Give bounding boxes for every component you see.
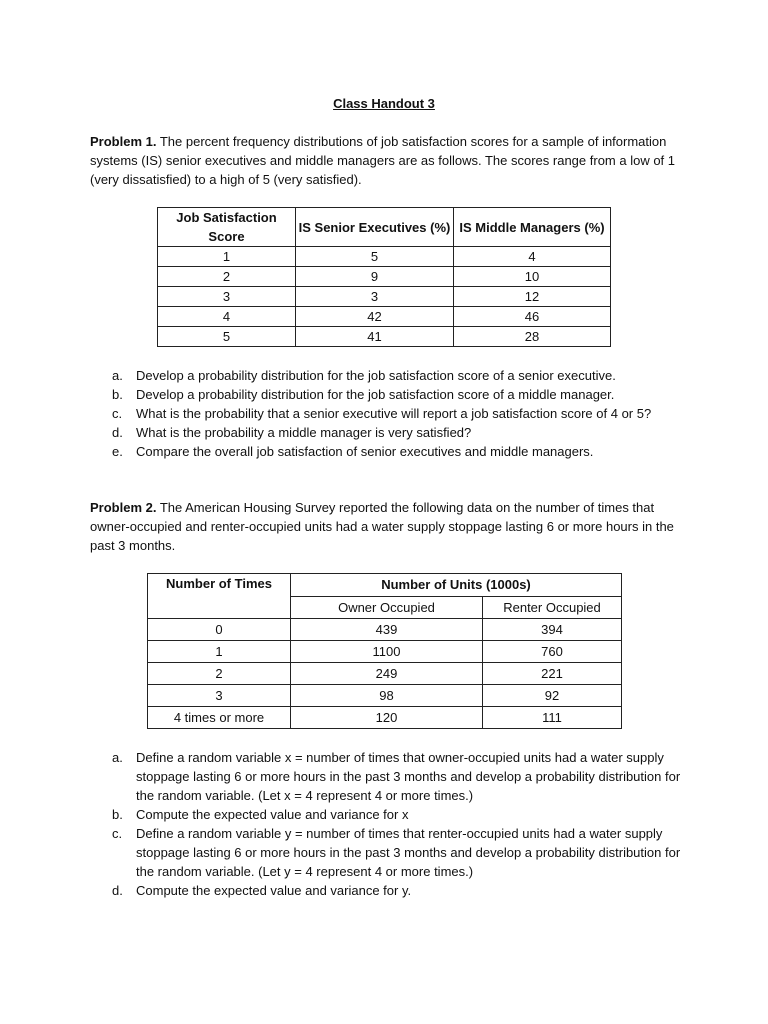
table-row [158,267,611,287]
table-row [148,685,622,707]
table-cell: 4 times or more [148,707,291,729]
question-text: Define a random variable x = number of times that owner-occupied units had a water supply stoppage lasting 6 or more hours in the past 3 months and develop a probability distribution for the random variable. (Let x = 4 represent 4 or more times.) [136,750,681,803]
table-cell: 5 [296,247,454,267]
table-cell: 46 [454,307,611,327]
table-row [158,327,611,347]
table-cell: 3 [148,685,291,707]
problem-1-text: The percent frequency distributions of job satisfaction scores for a sample of information systems (IS) senior executives and middle managers are as follows. The scores range from a low of 1 (very dissatisfied) to a high of 5 (very satisfied). [90,134,676,187]
list-item [112,404,682,423]
table-cell: 221 [483,663,622,685]
subheader-renter-occupied: Renter Occupied [483,597,622,619]
list-item [112,423,682,442]
list-marker: e. [112,444,123,459]
table-cell: 394 [483,619,622,641]
table-row [158,247,611,267]
table-row [148,663,622,685]
table-cell: 98 [291,685,483,707]
table-header-row [148,574,622,597]
page-title: Class Handout 3 [333,96,435,111]
question-text: Develop a probability distribution for the job satisfaction score of a senior executive. [136,368,616,383]
header-middle-managers: IS Middle Managers (%) [454,208,611,247]
table-cell: 9 [296,267,454,287]
table-cell: 4 [454,247,611,267]
table-cell: 2 [158,267,296,287]
table-cell: 439 [291,619,483,641]
job-satisfaction-table [157,207,611,347]
table-cell: 0 [148,619,291,641]
table-cell: 42 [296,307,454,327]
list-item [112,442,682,461]
list-marker: b. [112,807,123,822]
table-cell: 1 [148,641,291,663]
question-text: Define a random variable y = number of times that renter-occupied units had a water supply stoppage lasting 6 or more hours in the past 3 months and develop a probability distribution for the random variable. (Let y = 4 represent 4 or more times.) [136,826,681,879]
table-cell: 12 [454,287,611,307]
table-cell: 120 [291,707,483,729]
list-marker: a. [112,750,123,765]
table-cell: 5 [158,327,296,347]
list-item [112,385,682,404]
table-header-row [158,208,611,247]
list-item [112,824,682,881]
question-text: Compare the overall job satisfaction of senior executives and middle managers. [136,444,594,459]
table-cell: 28 [454,327,611,347]
list-marker: c. [112,826,123,841]
list-marker: b. [112,387,123,402]
table-row [148,619,622,641]
problem-2-text: The American Housing Survey reported the following data on the number of times that owner-occupied and renter-occupied units had a water supply stoppage lasting 6 or more hours in the past 3 months. [90,500,674,553]
problem-1-label: Problem 1. [90,134,157,149]
list-marker: a. [112,368,123,383]
header-score: Job Satisfaction Score [158,208,296,247]
list-item [112,881,682,900]
list-marker: d. [112,883,123,898]
table-cell: 4 [158,307,296,327]
list-marker: c. [112,406,123,421]
table-row [158,287,611,307]
table-cell: 3 [296,287,454,307]
list-marker: d. [112,425,123,440]
table-row [148,707,622,729]
table-cell: 249 [291,663,483,685]
water-stoppage-table [147,573,622,729]
table-cell: 1100 [291,641,483,663]
list-item [112,366,682,385]
table-cell: 1 [158,247,296,267]
table-cell: 111 [483,707,622,729]
problem-2-label: Problem 2. [90,500,157,515]
table-cell: 92 [483,685,622,707]
table-cell: 760 [483,641,622,663]
table-cell: 3 [158,287,296,307]
table-cell: 10 [454,267,611,287]
question-text: Develop a probability distribution for the job satisfaction score of a middle manager. [136,387,615,402]
table-row [148,641,622,663]
table-row [158,307,611,327]
problem-1-questions [112,366,682,461]
table-cell: 41 [296,327,454,347]
table-cell: 2 [148,663,291,685]
problem-2-intro [90,498,690,555]
subheader-owner-occupied: Owner Occupied [291,597,483,619]
list-item [112,805,682,824]
list-item [112,748,682,805]
header-number-of-units: Number of Units (1000s) [291,574,622,597]
problem-2-questions [112,748,682,900]
header-senior-executives: IS Senior Executives (%) [296,208,454,247]
header-number-of-times: Number of Times [148,574,291,619]
question-text: Compute the expected value and variance for y. [136,883,412,898]
question-text: What is the probability a middle manager is very satisfied? [136,425,472,440]
question-text: What is the probability that a senior executive will report a job satisfaction score of 4 or 5? [136,406,652,421]
question-text: Compute the expected value and variance for x [136,807,409,822]
problem-1-intro [90,132,690,189]
